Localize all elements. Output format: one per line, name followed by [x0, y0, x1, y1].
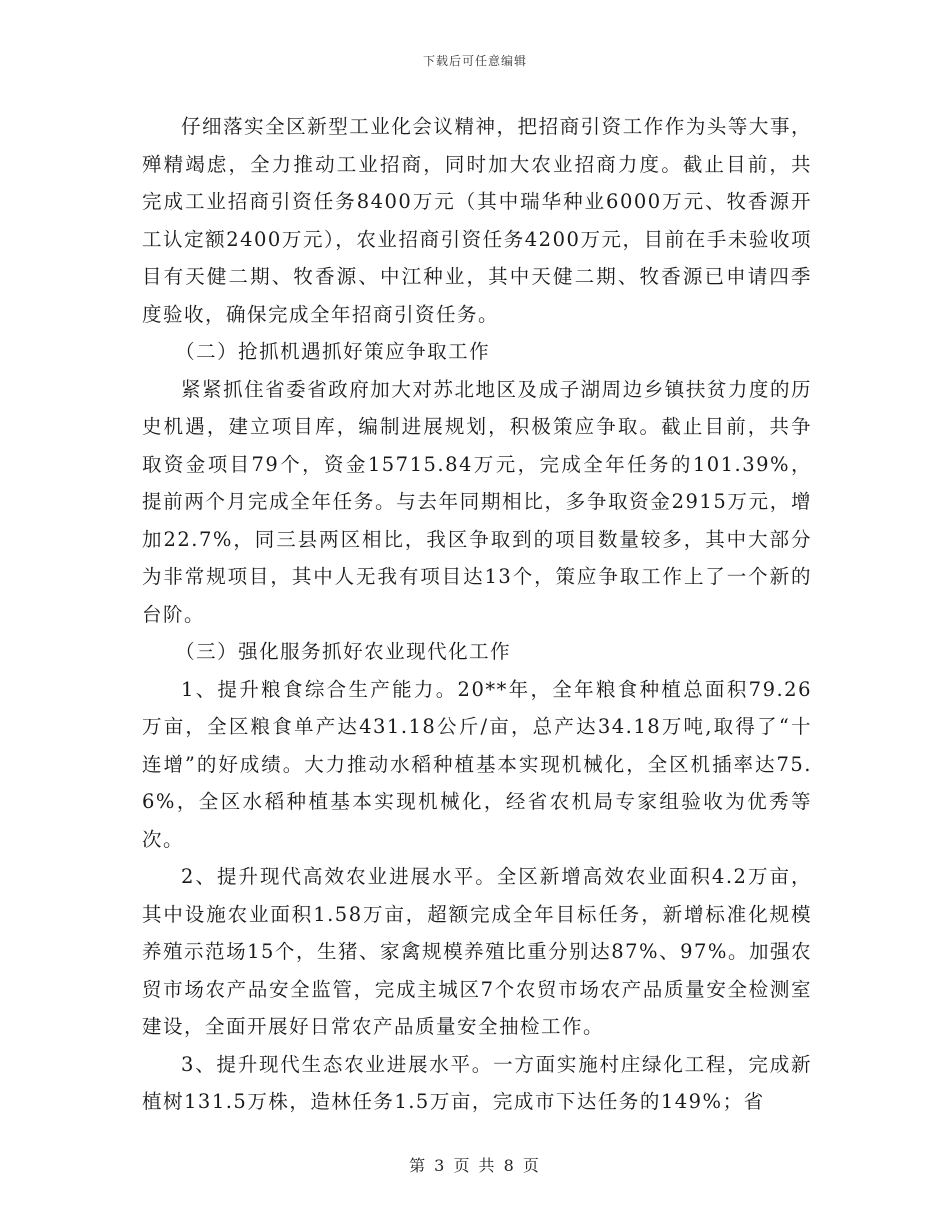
document-body	[142, 108, 812, 1121]
paragraph-efficient-agriculture: 2、提升现代高效农业进展水平。全区新增高效农业面积4.2万亩，其中设施农业面积1.58万亩，超额完成全年目标任务，新增标准化规模养殖示范场15个，生猪、家禽规模养殖比重分别达87%、97%。加强农贸市场农产品安全监管，完成主城区7个农贸市场农产品质量安全检测室建设，全面开展好日常农产品质量安全抽检工作。	[142, 865, 812, 1038]
page-header-note: 下载后可任意编辑	[422, 54, 527, 68]
paragraph-ecological-agriculture: 3、提升现代生态农业进展水平。一方面实施村庄绿化工程，完成新植树131.5万株，造林任务1.5万亩，完成市下达任务的149%；省	[142, 1052, 812, 1113]
paragraph-funding-projects: 紧紧抓住省委省政府加大对苏北地区及成子湖周边乡镇扶贫力度的历史机遇，建立项目库，编制进展规划，积极策应争取。截止目前，共争取资金项目79个，资金15715.84万元，完成全年任务的101.39%，提前两个月完成全年任务。与去年同期相比，多争取资金2915万元，增加22.7%，同三县两区相比，我区争取到的项目数量较多，其中大部分为非常规项目，其中人无我有项目达13个，策应争取工作上了一个新的台阶。	[142, 377, 812, 626]
section-heading-2: （二）抢抓机遇抓好策应争取工作	[175, 340, 491, 363]
section-heading-3: （三）强化服务抓好农业现代化工作	[175, 640, 512, 663]
paragraph-investment-attraction: 仔细落实全区新型工业化会议精神，把招商引资工作作为头等大事，殚精竭虑，全力推动工业招商，同时加大农业招商力度。截止目前，共完成工业招商引资任务8400万元（其中瑞华种业6000万元、牧香源开工认定额2400万元），农业招商引资任务4200万元，目前在手未验收项目有天健二期、牧香源、中江种业，其中天健二期、牧香源已申请四季度验收，确保完成全年招商引资任务。	[142, 115, 812, 326]
page-number-footer: 第 3 页 共 8 页	[409, 1156, 541, 1175]
paragraph-grain-production: 1、提升粮食综合生产能力。20**年，全年粮食种植总面积79.26万亩，全区粮食单产达431.18公斤/亩，总产达34.18万吨,取得了“十连增”的好成绩。大力推动水稻种植基本实现机械化，全区机插率达75.6%，全区水稻种植基本实现机械化，经省农机局专家组验收为优秀等次。	[142, 677, 812, 851]
